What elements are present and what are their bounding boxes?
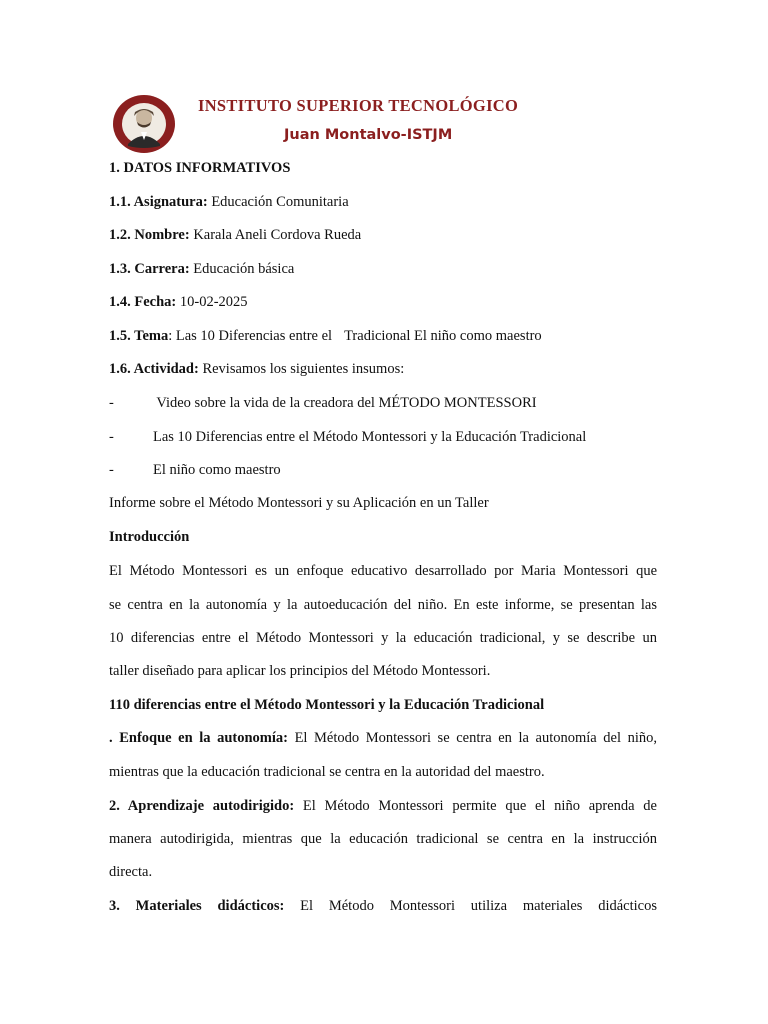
intro-line: El Método Montessori es un enfoque educativo desarrollado por Maria Montessori que xyxy=(109,563,657,579)
difference-item-2 xyxy=(109,796,657,816)
intro-heading xyxy=(109,527,657,547)
item-1-label: . Enfoque en la autonomía: xyxy=(109,730,288,746)
tema-label: 1.5. Tema xyxy=(109,328,169,344)
difference-item-3 xyxy=(109,896,657,916)
intro-line: se centra en la autonomía y la autoeducación del niño. En este informe, se presentan las xyxy=(109,597,657,613)
list-item xyxy=(109,460,657,480)
list-item xyxy=(109,427,657,447)
bullet-dash: - xyxy=(109,395,114,411)
nombre-value: Karala Aneli Cordova Rueda xyxy=(189,227,362,243)
field-fecha xyxy=(109,292,657,312)
tema-value-a: : Las 10 Diferencias entre el xyxy=(168,328,333,344)
item-2-label: 2. Aprendizaje autodirigido: xyxy=(109,798,295,814)
asignatura-label: 1.1. Asignatura: xyxy=(109,194,208,210)
carrera-label: 1.3. Carrera: xyxy=(109,261,190,277)
section-title xyxy=(109,158,657,178)
item-3-label: 3. Materiales didácticos: xyxy=(109,898,285,914)
intro-line: taller diseñado para aplicar los principios del Método Montessori. xyxy=(109,663,491,679)
intro-line: 10 diferencias entre el Método Montessori y la educación tradicional, y se describe un xyxy=(109,630,657,646)
institution-header xyxy=(112,90,592,154)
item-3-text: El Método Montessori utiliza materiales didácticos xyxy=(284,898,657,914)
bullet-dash: - xyxy=(109,462,114,478)
nombre-label: 1.2. Nombre: xyxy=(109,227,190,243)
report-title: Informe sobre el Método Montessori y su Aplicación en un Taller xyxy=(109,495,489,511)
field-carrera xyxy=(109,259,657,279)
school-name: Juan Montalvo-ISTJM xyxy=(284,127,453,143)
intro-heading-text: Introducción xyxy=(109,529,190,545)
datos-title: 1. DATOS INFORMATIVOS xyxy=(109,160,291,176)
institution-seal-logo xyxy=(112,94,176,154)
fecha-value: 10-02-2025 xyxy=(176,294,248,310)
carrera-value: Educación básica xyxy=(189,261,295,277)
actividad-value: Revisamos los siguientes insumos: xyxy=(198,361,405,377)
field-actividad xyxy=(109,359,657,379)
institute-name: INSTITUTO SUPERIOR TECNOLÓGICO xyxy=(198,96,519,115)
difference-item-1 xyxy=(109,728,657,748)
differences-heading xyxy=(109,695,657,715)
list-item-text: Video sobre la vida de la creadora del MÉTODO MONTESSORI xyxy=(153,395,537,411)
list-item xyxy=(109,393,657,413)
field-tema xyxy=(109,326,657,346)
difference-item-2-cont: manera autodirigida, mientras que la educación tradicional se centra en la instrucción xyxy=(109,831,657,847)
fecha-label: 1.4. Fecha: xyxy=(109,294,177,310)
differences-heading-text: 110 diferencias entre el Método Montessori y la Educación Tradicional xyxy=(109,697,545,713)
actividad-label: 1.6. Actividad: xyxy=(109,361,199,377)
field-nombre xyxy=(109,225,657,245)
list-item-text: El niño como maestro xyxy=(153,462,281,478)
difference-item-1-cont: mientras que la educación tradicional se centra en la autoridad del maestro. xyxy=(109,764,545,780)
item-2-text: El Método Montessori permite que el niño aprenda de xyxy=(294,798,657,814)
tema-value-b: Tradicional El niño como maestro xyxy=(344,328,542,344)
field-asignatura xyxy=(109,192,657,212)
difference-item-2-end: directa. xyxy=(109,864,153,880)
item-1-text: El Método Montessori se centra en la autonomía del niño, xyxy=(288,730,657,746)
list-item-text: Las 10 Diferencias entre el Método Montessori y la Educación Tradicional xyxy=(153,429,587,445)
asignatura-value: Educación Comunitaria xyxy=(207,194,349,210)
bullet-dash: - xyxy=(109,429,114,445)
